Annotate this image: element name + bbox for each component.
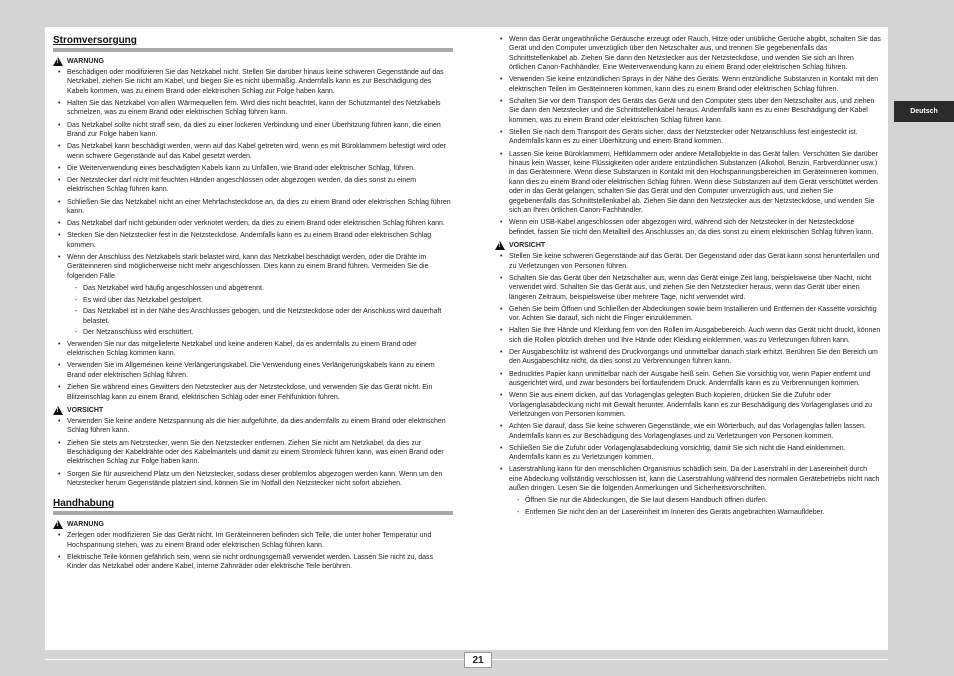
list-item: • Verwenden Sie keine andere Netzspannung als die hier aufgeführte, da dies andernfalls zu einem Brand oder elektrischen Schlag führen kann. [53, 417, 453, 436]
sub-list-item: - Das Netzkabel wird häufig angeschlossen und abgetrennt. [53, 284, 453, 293]
list-item: • Wenn der Anschluss des Netzkabels stark belastet wird, kann das Netzkabel beschädigt werden, oder die Drähte im Geräteinneren sind möglicherweise nicht mehr angeschlossen. Dies kann zu einem Brand führen. Vermeiden Sie die folgenden Fälle. [53, 253, 453, 281]
list-item: • Der Ausgabeschlitz ist während des Druckvorgangs und unmittelbar danach stark erhitzt. Berühren Sie den Bereich um den Ausgabeschlitz nicht, da dies sonst zu Verbrennungen führen kann. [495, 348, 881, 367]
list-item: • Achten Sie darauf, dass Sie keine schweren Gegenstände, wie ein Wörterbuch, auf das Vorlagenglas fallen lassen. Andernfalls kann es zur Beschädigung des Vorlagenglases und zu Verletzungen von Personen kommen. [495, 422, 881, 441]
warning-triangle-icon [53, 520, 63, 529]
caution-label: VORSICHT [509, 242, 546, 250]
list-item: • Schalten Sie vor dem Transport des Geräts das Gerät und den Computer stets über den Netzschalter aus, und ziehen Sie dann den Netzstecker und die Schnittstellenkabel heraus. Andernfalls kann es zu einer Beschädigung der Kabel kommen, was zu einem Brand oder elektrischen Schlag führen kann. [495, 97, 881, 125]
list-item: • Wenn ein USB-Kabel angeschlossen oder abgezogen wird, während sich der Netzstecker in der Netzsteckdose befindet, fassen Sie nicht den Metallteil des Anschlusses an, da dies sonst zu einem elektrischen Schlag führen kann. [495, 218, 881, 237]
list-item: • Verwenden Sie nur das mitgelieferte Netzkabel und keine anderen Kabel, da es andernfalls zu einem Brand oder elektrischen Schlag kommen kann. [53, 340, 453, 359]
list-item: • Bedrucktes Papier kann unmittelbar nach der Ausgabe heiß sein. Gehen Sie vorsichtig vor, wenn Papier entfernt und ausgerichtet wird, und zwar besonders bei fortlaufendem Druck. Andernfalls kann es zu Verbrennungen kommen. [495, 370, 881, 389]
list-item: • Die Weiterverwendung eines beschädigten Kabels kann zu Unfällen, wie Brand oder elektrischer Schlag, führen. [53, 164, 453, 173]
list-item: • Wenn das Gerät ungewöhnliche Geräusche erzeugt oder Rauch, Hitze oder unübliche Gerüche abgibt, schalten Sie das Gerät und den Computer unverzüglich über den Netzschalter aus, und trennen Sie gegebenenfalls das Schnittstellenkabel ab. Ziehen Sie dann den Netzstecker aus der Netzsteckdose, und wenden Sie sich an Ihren örtlichen Canon-Fachhändler. Eine Weiterverwendung kann zu einem Brand oder elektrischen Schlag führen. [495, 35, 881, 73]
list-item: • Elektrische Teile können gefährlich sein, wenn sie nicht ordnungsgemäß verwendet werden. Lassen Sie nicht zu, dass Kinder das Netzkabel oder andere Kabel, interne Zahnräder oder elektrische Teile berühren. [53, 553, 453, 572]
sub-list-item: - Es wird über das Netzkabel gestolpert. [53, 296, 453, 305]
warning-list-continued [495, 35, 881, 237]
warning-heading [53, 57, 453, 66]
list-item: • Stellen Sie nach dem Transport des Geräts sicher, dass der Netzstecker oder Netzanschluss fest eingesteckt ist. Andernfalls kann es zu einer Überhitzung und einem Brand kommen. [495, 128, 881, 147]
warning-triangle-icon [53, 57, 63, 66]
caution-list [53, 417, 453, 488]
caution-list [495, 252, 881, 517]
list-item: • Gehen Sie beim Öffnen und Schließen der Abdeckungen sowie beim Installieren und Entfernen der Kassette vorsichtig vor. Achten Sie darauf, sich nicht die Finger einzuklemmen. [495, 305, 881, 324]
list-item: • Der Netzstecker darf nicht mit feuchten Händen angeschlossen oder abgezogen werden, da dies sonst zu einem elektrischen Schlag führen kann. [53, 176, 453, 195]
list-item: • Ziehen Sie stets am Netzstecker, wenn Sie den Netzstecker entfernen. Ziehen Sie nicht am Netzkabel, da dies zur Beschädigung der Kabeldrähte oder des Kabelmantels und damit zu einem Stromleck führen kann, was einen Brand oder elektrischen Schlag zur Folge haben kann. [53, 439, 453, 467]
sub-list-item: - Öffnen Sie nur die Abdeckungen, die Sie laut diesem Handbuch öffnen dürfen. [495, 496, 881, 505]
list-item: • Verwenden Sie keine entzündlichen Sprays in der Nähe des Geräts. Wenn entzündliche Substanzen in Kontakt mit den elektrischen Teilen im Geräteinneren kommen, kann dies zu einem Brand oder elektrischen Schlag führen. [495, 75, 881, 94]
list-item: • Halten Sie das Netzkabel von allen Wärmequellen fern. Wird dies nicht beachtet, kann der Schutzmantel des Netzkabels schmelzen, was zu einem Brand oder elektrischen Schlag führen kann. [53, 99, 453, 118]
list-item: • Zerlegen oder modifizieren Sie das Gerät nicht. Im Geräteinneren befinden sich Teile, die unter hoher Temperatur und Hochspannung stehen, was zu einem Brand oder elektrischen Schlag führen kann. [53, 531, 453, 550]
list-item: • Beschädigen oder modifizieren Sie das Netzkabel nicht. Stellen Sie darüber hinaus keine schweren Gegenstände auf das Netzkabel, ziehen Sie nicht am Kabel, und biegen Sie es nicht übermäßig. Andernfalls kann es zur Beschädigung des Kabels kommen, was zu einem Brand oder elektrischen Schlag zur Folge haben kann. [53, 68, 453, 96]
sub-list-item: - Das Netzkabel ist in der Nähe des Anschlusses gebogen, und die Netzsteckdose oder der Anschluss wird dauerhaft belastet. [53, 307, 453, 326]
section-title-power-supply: Stromversorgung [53, 35, 453, 52]
list-item: • Verwenden Sie im Allgemeinen keine Verlängerungskabel. Die Verwendung eines Verlängerungskabels kann zu einem Brand oder elektrischen Schlag führen. [53, 361, 453, 380]
caution-heading [53, 406, 453, 415]
left-column [53, 35, 453, 575]
caution-triangle-icon [53, 406, 63, 415]
manual-page [45, 27, 888, 650]
section-title-handling: Handhabung [53, 498, 453, 515]
list-item: • Wenn Sie aus einem dicken, auf das Vorlagenglas gelegten Buch kopieren, drücken Sie die Zufuhr oder Vorlagenglasabdeckung nicht mit Gewalt herunter. Andernfalls kann es zur Beschädigung des Vorlagenglases und zu Verletzungen von Personen kommen. [495, 391, 881, 419]
warning-list [53, 531, 453, 571]
list-item: • Ziehen Sie während eines Gewitters den Netzstecker aus der Netzsteckdose, und verwenden Sie das Gerät nicht. Ein Blitzeinschlag kann zu einem Brand, elektrischen Schlag oder einer Fehlfunktion führen. [53, 383, 453, 402]
list-item: • Laserstrahlung kann für den menschlichen Organismus schädlich sein. Da der Laserstrahl in der Lasereinheit durch eine Abdeckung vollständig verschlossen ist, kann die Laserstrahlung während des normalen Gerätebetriebs nicht nach außen dringen. Lesen Sie die folgenden Anmerkungen und Sicherheitsvorschriften. [495, 465, 881, 493]
list-item: • Stellen Sie keine schweren Gegenstände auf das Gerät. Der Gegenstand oder das Gerät kann sonst herunterfallen und zu Verletzungen von Personen führen. [495, 252, 881, 271]
list-item: • Das Netzkabel sollte nicht straff sein, da dies zu einer lockeren Verbindung und einer Überhitzung führen kann, die einen Brand zur Folge haben kann. [53, 121, 453, 140]
right-column [495, 35, 881, 520]
language-tab[interactable]: Deutsch [894, 101, 954, 122]
list-item: • Das Netzkabel darf nicht gebunden oder verknotet werden, da dies zu einem Brand oder elektrischen Schlag führen kann. [53, 219, 453, 228]
sub-list-item: - Entfernen Sie nicht den an der Lasereinheit im Inneren des Geräts angebrachten Warnaufkleber. [495, 508, 881, 517]
sub-list-item: - Der Netzanschluss wird erschüttert. [53, 328, 453, 337]
warning-label: WARNUNG [67, 521, 104, 529]
warning-heading [53, 520, 453, 529]
caution-triangle-icon [495, 241, 505, 250]
list-item: • Schalten Sie das Gerät über den Netzschalter aus, wenn das Gerät einige Zeit lang, beispielsweise über Nacht, nicht verwendet wird. Schalten Sie das Gerät aus, und ziehen Sie den Netzstecker heraus, wenn das Gerät über einen längeren Zeitraum, beispielsweise über mehrere Tage, nicht verwendet wird. [495, 274, 881, 302]
list-item: • Schließen Sie das Netzkabel nicht an einer Mehrfachsteckdose an, da dies zu einem Brand oder elektrischen Schlag führen kann. [53, 198, 453, 217]
caution-label: VORSICHT [67, 406, 104, 414]
warning-list [53, 68, 453, 402]
warning-label: WARNUNG [67, 58, 104, 65]
list-item: • Lassen Sie keine Büroklammern, Heftklammern oder andere Metallobjekte in das Gerät fallen. Verschütten Sie darüber hinaus kein Wasser, keine Flüssigkeiten oder andere entzündlichen Substanzen (Alkohol, Benzin, Farbverdünner usw.) in das Geräteinnere. Wenn diese Substanzen in Kontakt mit den Hochspannungsbereichen im Geräteinneren kommen, kann dies zu einem Brand oder elektrischen Schlag führen. Wenn diese Substanzen auf dem Gerät verschüttet werden oder in das Gerät gelangen, schalten Sie das Gerät und den Computer unverzüglich aus, und ziehen Sie gegebenenfalls das Schnittstellenkabel ab. Ziehen Sie dann den Netzstecker aus der Netzsteckdose, und wenden Sie sich an Ihren örtlichen Canon-Fachhändler. [495, 150, 881, 216]
list-item: • Stecken Sie den Netzstecker fest in die Netzsteckdose. Andernfalls kann es zu einem Brand oder elektrischen Schlag kommen. [53, 231, 453, 250]
list-item: • Schließen Sie die Zufuhr oder Vorlagenglasabdeckung vorsichtig, damit Sie sich nicht die Hand einklemmen. Andernfalls kann es zu Verletzungen kommen. [495, 444, 881, 463]
list-item: • Sorgen Sie für ausreichend Platz um den Netzstecker, sodass dieser problemlos abgezogen werden kann. Wenn um den Netzstecker herum Gegenstände platziert sind, können Sie im Notfall den Netzstecker nicht sofort abziehen. [53, 470, 453, 489]
caution-heading [495, 241, 881, 250]
list-item: • Das Netzkabel kann beschädigt werden, wenn auf das Kabel getreten wird, wenn es mit Büroklammern befestigt wird oder wenn schwere Gegenstände auf das Kabel gesetzt werden. [53, 142, 453, 161]
list-item: • Halten Sie Ihre Hände und Kleidung fern von den Rollen im Ausgabebereich. Auch wenn das Gerät nicht druckt, können sich die Rollen plötzlich drehen und Ihre Hände oder Kleidung einklemmen, was zu Verletzungen führen kann. [495, 326, 881, 345]
page-number: 21 [464, 652, 492, 668]
